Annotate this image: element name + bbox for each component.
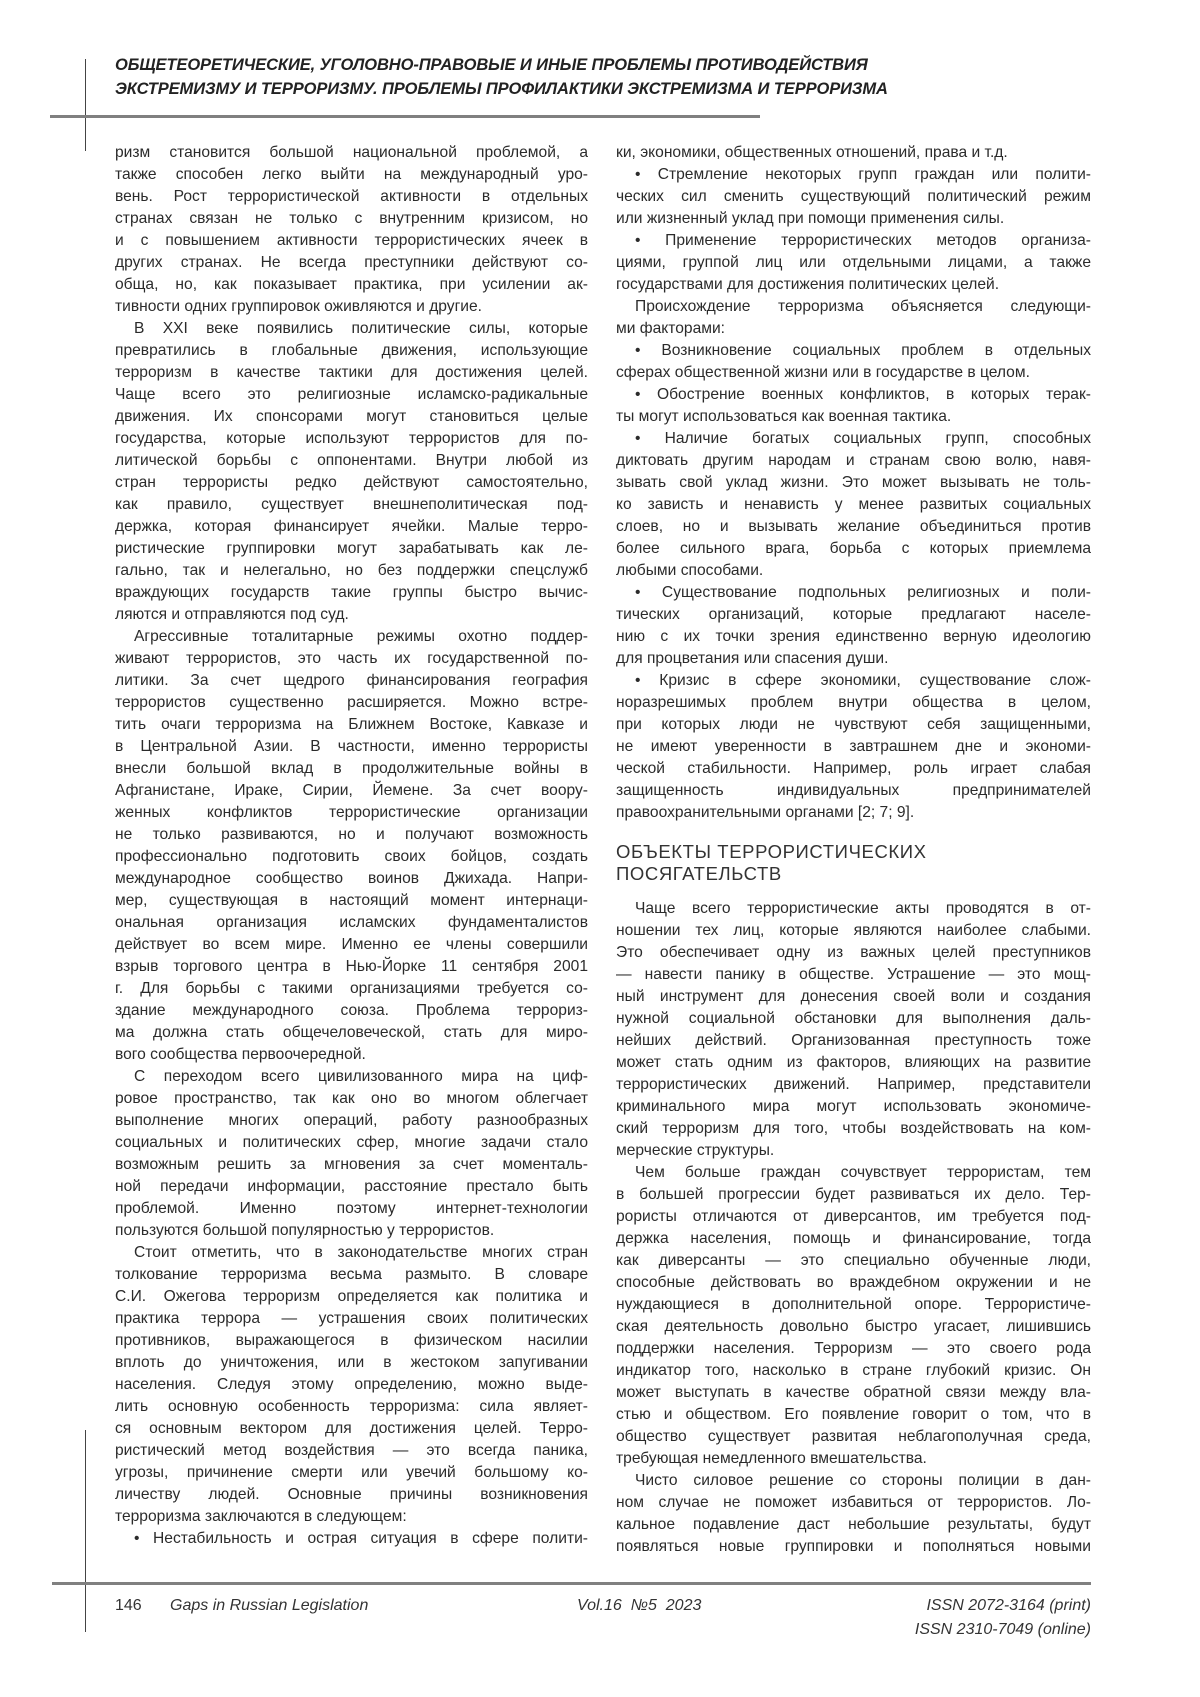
text-line: Афганистане, Ираке, Сирии, Йемене. За счет воору- [115, 780, 588, 802]
text-line: ты могут использоваться как военная тактика. [616, 406, 1091, 428]
text-line: терроризма заключаются в следующем: [115, 1506, 588, 1528]
text-line: ристический метод воздействия — это всегда паника, [115, 1440, 588, 1462]
text-line: ский терроризм для того, чтобы воздействовать на ком- [616, 1118, 1091, 1140]
text-line: странах связан не только с внутренним кризисом, но [115, 208, 588, 230]
text-line: не только развиваются, но и получают возможность [115, 824, 588, 846]
text-line: Чаще всего террористические акты проводятся в от- [616, 898, 1091, 920]
text-line: вого сообщества первоочередной. [115, 1044, 588, 1066]
text-line: ми факторами: [616, 318, 1091, 340]
text-line: как диверсанты — это специально обученные люди, [616, 1250, 1091, 1272]
section-header-line-2: ЭКСТРЕМИЗМУ И ТЕРРОРИЗМУ. ПРОБЛЕМЫ ПРОФИЛАКТИКИ ЭКСТРЕМИЗМА И ТЕРРОРИЗМА [115, 77, 888, 101]
paragraph [616, 1162, 1091, 1470]
text-line: в Центральной Азии. В частности, именно террористы [115, 736, 588, 758]
text-line: стью и обществом. Его появление говорит о том, что в [616, 1404, 1091, 1426]
text-line: В XXI веке появились политические силы, которые [115, 318, 588, 340]
text-line: держка, которая финансирует ячейки. Малые терро- [115, 516, 588, 538]
text-line: С переходом всего цивилизованного мира на циф- [115, 1066, 588, 1088]
text-line: не имеют уверенности в завтрашнем дне и экономи- [616, 736, 1091, 758]
text-line: общество существует развитая неблагополучная среда, [616, 1426, 1091, 1448]
text-line: ческой стабильности. Например, роль играет слабая [616, 758, 1091, 780]
text-line: • Кризис в сфере экономики, существование слож- [616, 670, 1091, 692]
text-line: превратились в глобальные движения, использующие [115, 340, 588, 362]
text-line: толкование терроризма весьма размыто. В словаре [115, 1264, 588, 1286]
text-line: тить очаги терроризма на Ближнем Востоке, Кавказе и [115, 714, 588, 736]
text-line: нию с их точки зрения единственно верную идеологию [616, 626, 1091, 648]
text-line: литической борьбы с оппонентами. Внутри любой из [115, 450, 588, 472]
paragraph [115, 1066, 588, 1242]
section-heading [616, 824, 1091, 898]
text-line: Это обеспечивает одну из важных целей преступников [616, 942, 1091, 964]
section-header [115, 53, 888, 101]
section-heading-line: ПОСЯГАТЕЛЬСТВ [616, 863, 1091, 885]
text-line: практика террора — устрашения своих политических [115, 1308, 588, 1330]
text-line: ный инструмент для донесения своей воли и создания [616, 986, 1091, 1008]
text-line: террористов существенно расширяется. Можно встре- [115, 692, 588, 714]
text-line: диктовать другим народам и странам свою волю, навя- [616, 450, 1091, 472]
paragraph [115, 142, 588, 318]
text-line: при которых люди не чувствуют себя защищенными, [616, 714, 1091, 736]
text-line: обща, но, как показывает практика, при усилении ак- [115, 274, 588, 296]
text-line: ская деятельность довольно быстро угасает, лишившись [616, 1316, 1091, 1338]
text-line: Чисто силовое решение со стороны полиции в дан- [616, 1470, 1091, 1492]
text-line: ношении тех лиц, которые являются наиболее слабыми. [616, 920, 1091, 942]
text-line: личеству людей. Основные причины возникновения [115, 1484, 588, 1506]
paragraph [616, 142, 1091, 164]
text-line: требующая немедленного вмешательства. [616, 1448, 1091, 1470]
text-line: тивности одних группировок оживляются и другие. [115, 296, 588, 318]
text-line: мерческие структуры. [616, 1140, 1091, 1162]
text-line: • Обострение военных конфликтов, в которых терак- [616, 384, 1091, 406]
margin-rule-top [85, 59, 86, 151]
text-line: движения. Их спонсорами могут становиться целые [115, 406, 588, 428]
text-line: противников, выражающегося в физическом насилии [115, 1330, 588, 1352]
footer-rule [52, 1582, 1091, 1585]
text-line: возможным решить за мгновения за счет моменталь- [115, 1154, 588, 1176]
text-line: здание международного союза. Проблема террориз- [115, 1000, 588, 1022]
text-line: Чаще всего это религиозные исламско-радикальные [115, 384, 588, 406]
paragraph [616, 898, 1091, 1162]
text-line: террористических движений. Например, представители [616, 1074, 1091, 1096]
text-line: ональная организация исламских фундаменталистов [115, 912, 588, 934]
section-header-line-1: ОБЩЕТЕОРЕТИЧЕСКИЕ, УГОЛОВНО-ПРАВОВЫЕ И ИНЫЕ ПРОБЛЕМЫ ПРОТИВОДЕЙСТВИЯ [115, 53, 888, 77]
text-line: Агрессивные тоталитарные режимы охотно поддер- [115, 626, 588, 648]
text-line: ма должна стать общечеловеческой, стать для миро- [115, 1022, 588, 1044]
text-line: защищенность индивидуальных предпринимателей [616, 780, 1091, 802]
text-line: враждующих государств такие группы быстро вычис- [115, 582, 588, 604]
text-line: лить основную особенность терроризма: сила являет- [115, 1396, 588, 1418]
text-line: более сильного врага, борьба с которых приемлема [616, 538, 1091, 560]
text-line: нейших действий. Организованная преступность тоже [616, 1030, 1091, 1052]
text-line: и с повышением активности террористических ячеек в [115, 230, 588, 252]
issn-block [915, 1594, 1091, 1642]
text-line: государствами для достижения политических целей. [616, 274, 1091, 296]
text-line: Происхождение терроризма объясняется следующи- [616, 296, 1091, 318]
text-line: также способен легко выйти на международный уро- [115, 164, 588, 186]
text-line: взрыв торгового центра в Нью-Йорке 11 сентября 2001 [115, 956, 588, 978]
text-line: или жизненный уклад при помощи применения силы. [616, 208, 1091, 230]
text-line: г. Для борьбы с такими организациями требуется со- [115, 978, 588, 1000]
text-line: ристические группировки могут зарабатывать как ле- [115, 538, 588, 560]
text-line: появляться новые группировки и пополняться новыми [616, 1536, 1091, 1558]
text-line: поддержки населения. Терроризм — это своего рода [616, 1338, 1091, 1360]
text-line: ном случае не поможет избавиться от террористов. Ло- [616, 1492, 1091, 1514]
text-line: ной передачи информации, расстояние престало быть [115, 1176, 588, 1198]
text-line: живают террористов, это часть их государственной по- [115, 648, 588, 670]
text-line: сферах общественной жизни или в государстве в целом. [616, 362, 1091, 384]
text-line: угрозы, причинение смерти или увечий большому ко- [115, 1462, 588, 1484]
text-line: населения. Следуя этому определению, можно выде- [115, 1374, 588, 1396]
issue-info: Vol.16 №5 2023 [577, 1594, 701, 1618]
text-line: • Стремление некоторых групп граждан или полити- [616, 164, 1091, 186]
text-line: способные действовать во враждебном окружении и не [616, 1272, 1091, 1294]
text-line: ся основным вектором для достижения целей. Терро- [115, 1418, 588, 1440]
text-line: ляются и отправляются под суд. [115, 604, 588, 626]
bullet-item [115, 1528, 588, 1550]
text-line: • Нестабильность и острая ситуация в сфере полити- [115, 1528, 588, 1550]
text-line: ровое пространство, так как оно во многом облегчает [115, 1088, 588, 1110]
text-line: зывать свой уклад жизни. Это может вызывать не толь- [616, 472, 1091, 494]
text-line: криминального мира могут использовать экономиче- [616, 1096, 1091, 1118]
text-line: других странах. Не всегда преступники действуют со- [115, 252, 588, 274]
text-line: государства, которые используют террористов для по- [115, 428, 588, 450]
text-line: ризм становится большой национальной проблемой, а [115, 142, 588, 164]
bullet-item [616, 230, 1091, 296]
paragraph [616, 1470, 1091, 1558]
text-line: С.И. Ожегова терроризм определяется как политика и [115, 1286, 588, 1308]
issn-online: ISSN 2310-7049 (online) [915, 1618, 1091, 1642]
text-line: внесли большой вклад в продолжительные войны в [115, 758, 588, 780]
paragraph [616, 296, 1091, 340]
text-line: социальных и политических сфер, многие задачи стало [115, 1132, 588, 1154]
text-line: циями, группой лиц или отдельными лицами, а также [616, 252, 1091, 274]
bullet-item [616, 384, 1091, 428]
text-line: слоев, но и вызывать желание объединиться против [616, 516, 1091, 538]
text-line: гально, так и нелегально, но без поддержки спецслужб [115, 560, 588, 582]
text-line: ческих сил сменить существующий политический режим [616, 186, 1091, 208]
margin-rule-bottom [85, 1430, 86, 1632]
bullet-item [616, 670, 1091, 824]
text-line: Чем больше граждан сочувствует террористам, тем [616, 1162, 1091, 1184]
text-line: индикатор того, насколько в стране глубокий кризис. Он [616, 1360, 1091, 1382]
text-line: стран террористы редко действуют самостоятельно, [115, 472, 588, 494]
paragraph [115, 1242, 588, 1528]
text-line: нуждающиеся в дополнительной опоре. Террористиче- [616, 1294, 1091, 1316]
text-line: вень. Рост террористической активности в отдельных [115, 186, 588, 208]
text-line: рористы отличаются от диверсантов, им требуется под- [616, 1206, 1091, 1228]
text-line: может стать одним из факторов, влияющих на развитие [616, 1052, 1091, 1074]
text-line: литики. За счет щедрого финансирования география [115, 670, 588, 692]
text-line: любыми способами. [616, 560, 1091, 582]
text-line: выполнение многих операций, работу разнообразных [115, 1110, 588, 1132]
text-line: пользуются большой популярностью у террористов. [115, 1220, 588, 1242]
text-line: норазрешимых проблем внутри общества в целом, [616, 692, 1091, 714]
text-line: женных конфликтов террористические организации [115, 802, 588, 824]
text-line: действует во всем мире. Именно ее члены совершили [115, 934, 588, 956]
section-heading-line: ОБЪЕКТЫ ТЕРРОРИСТИЧЕСКИХ [616, 841, 1091, 863]
text-line: ко зависть и ненависть у менее развитых социальных [616, 494, 1091, 516]
text-line: проблемой. Именно поэтому интернет-технологии [115, 1198, 588, 1220]
text-line: профессионально подготовить своих бойцов, создать [115, 846, 588, 868]
text-line: терроризм в качестве тактики для достижения целей. [115, 362, 588, 384]
text-line: — навести панику в обществе. Устрашение — это мощ- [616, 964, 1091, 986]
bullet-item [616, 428, 1091, 582]
text-line: • Существование подпольных религиозных и поли- [616, 582, 1091, 604]
bullet-item [616, 164, 1091, 230]
journal-name: Gaps in Russian Legislation [170, 1594, 368, 1618]
text-line: • Возникновение социальных проблем в отдельных [616, 340, 1091, 362]
text-line: ки, экономики, общественных отношений, права и т.д. [616, 142, 1091, 164]
right-column [616, 142, 1091, 1558]
page-number: 146 [115, 1594, 142, 1618]
issn-print: ISSN 2072-3164 (print) [915, 1594, 1091, 1618]
text-line: мер, существующая в настоящий момент интернаци- [115, 890, 588, 912]
text-line: может выступать в качестве обратной связи между вла- [616, 1382, 1091, 1404]
text-line: как правило, существует внешнеполитическая под- [115, 494, 588, 516]
text-line: вплоть до уничтожения, или в жестоком запугивании [115, 1352, 588, 1374]
text-line: правоохранительными органами [2; 7; 9]. [616, 802, 1091, 824]
bullet-item [616, 582, 1091, 670]
left-column [115, 142, 588, 1550]
text-line: в большей прогрессии будет развиваться их дело. Тер- [616, 1184, 1091, 1206]
text-line: Стоит отметить, что в законодательстве многих стран [115, 1242, 588, 1264]
text-line: • Применение террористических методов организа- [616, 230, 1091, 252]
bullet-item [616, 340, 1091, 384]
text-line: нужной социальной обстановки для выполнения даль- [616, 1008, 1091, 1030]
text-line: держка населения, помощь и финансирование, тогда [616, 1228, 1091, 1250]
text-line: международное сообщество воинов Джихада. Напри- [115, 868, 588, 890]
text-line: • Наличие богатых социальных групп, способных [616, 428, 1091, 450]
paragraph [115, 318, 588, 626]
header-rule [50, 115, 760, 118]
paragraph [115, 626, 588, 1066]
text-line: кальное подавление даст небольшие результаты, будут [616, 1514, 1091, 1536]
text-line: тических организаций, которые предлагают населе- [616, 604, 1091, 626]
text-line: для процветания или спасения души. [616, 648, 1091, 670]
